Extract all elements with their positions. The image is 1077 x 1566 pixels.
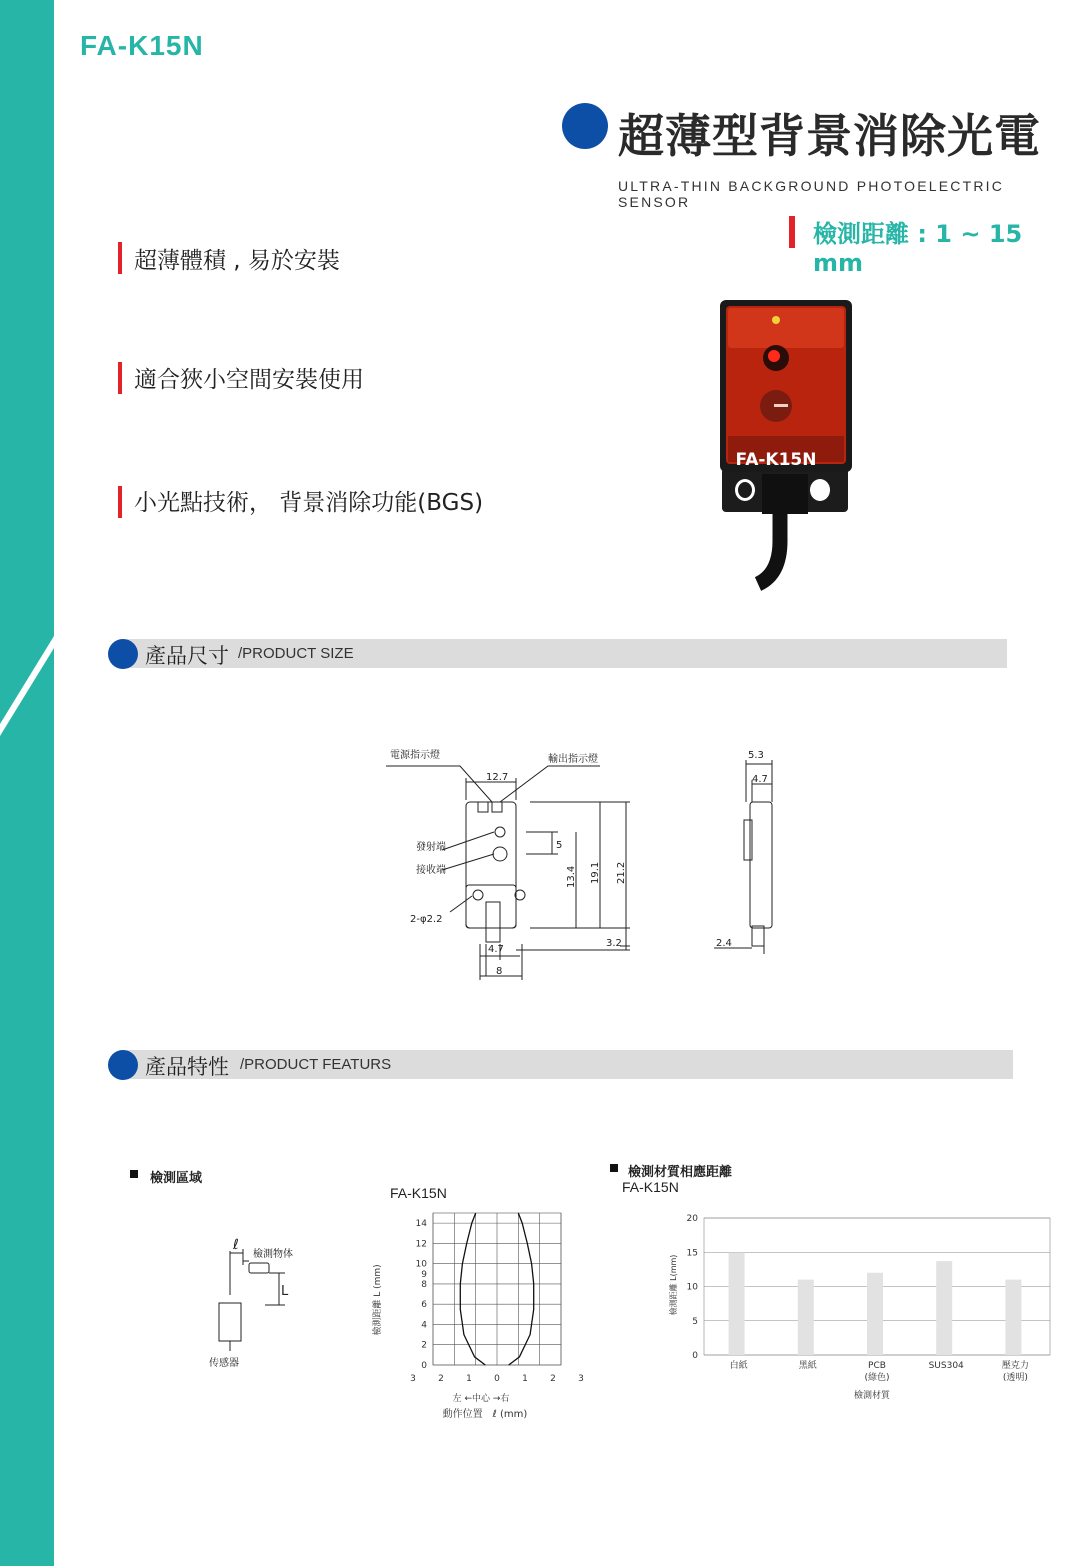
chart2-y-label: 檢測距離 L(mm): [669, 1254, 678, 1316]
label-emitter: 發射端: [416, 842, 446, 853]
dim-4: 4.7: [488, 944, 504, 955]
dim-side-total: 5.3: [748, 750, 764, 761]
dim-side-cable: 2.4: [716, 938, 732, 949]
chart1-direction: 左 ←中心 →右: [452, 1394, 510, 1404]
chart1-x-tick: 2: [550, 1374, 556, 1384]
chart2-bar: [729, 1252, 745, 1355]
chart2-y-tick: 0: [692, 1351, 698, 1361]
chart2-y-tick: 15: [686, 1248, 698, 1259]
chart2-y-tick: 5: [692, 1316, 698, 1327]
chart2-x-tick: PCB: [868, 1361, 886, 1371]
feature-item: 小光點技術， 背景消除功能(BGS): [134, 490, 484, 516]
heading-square: [130, 1170, 138, 1178]
model-heading: FA-K15N: [80, 30, 204, 61]
chart2-x-tick: (透明): [1002, 1373, 1028, 1383]
chart1-y-tick: 10: [415, 1259, 427, 1270]
chart1-x-tick: 3: [410, 1374, 416, 1384]
chart2-x-tick: 白紙: [729, 1361, 748, 1371]
chart2-y-tick: 10: [686, 1282, 698, 1293]
material-distance-chart: [660, 1210, 1060, 1410]
sensor-label: 传感器: [209, 1358, 239, 1369]
chart1-y-tick: 0: [421, 1361, 427, 1371]
detection-area-chart: [365, 1205, 584, 1425]
chart1-x-tick: 3: [578, 1374, 584, 1384]
section-dot: [108, 1050, 138, 1080]
chart1-y-label: 檢測距離 L (mm): [373, 1264, 383, 1336]
chart1-y-tick: 14: [415, 1219, 427, 1230]
feature-marker: [118, 362, 122, 394]
chart1-y-tick: 12: [415, 1239, 427, 1250]
chart1-x-tick: 1: [466, 1374, 472, 1384]
material-heading: 檢測材質相應距離: [628, 1165, 733, 1180]
page-subtitle: ULTRA-THIN BACKGROUND PHOTOELECTRIC SENSOR: [618, 178, 1005, 210]
chart1-y-tick: 4: [421, 1320, 427, 1331]
section-dot: [108, 639, 138, 669]
dim-3: 3.2: [606, 938, 622, 949]
chart1-y-tick: 8: [421, 1279, 427, 1290]
chart1-y-tick: 2: [421, 1340, 427, 1351]
detection-area-diagram: [205, 1235, 315, 1370]
L-label: L: [281, 1284, 289, 1299]
section-subtitle-size: /PRODUCT SIZE: [238, 645, 354, 662]
chart1-series-line: [509, 1213, 534, 1365]
ell-label: ℓ: [233, 1237, 239, 1253]
detection-area-heading: 檢測區域: [150, 1171, 203, 1186]
chart2-model: FA-K15N: [622, 1179, 679, 1195]
detection-range: 檢測距離 : 1 ~ 15 mm: [813, 220, 1023, 277]
chart1-x-tick: 1: [522, 1374, 528, 1384]
label-holes: 2-φ2.2: [410, 914, 443, 925]
dim-19: 19.1: [590, 861, 601, 884]
chart2-bar: [936, 1261, 952, 1355]
range-marker: [789, 216, 795, 248]
product-label-text: FA-K15N: [735, 450, 817, 470]
chart1-model: FA-K15N: [390, 1185, 447, 1201]
chart1-series-line: [460, 1213, 485, 1365]
heading-square: [610, 1164, 618, 1172]
label-receiver: 接收端: [416, 865, 446, 876]
chart1-x-label: 動作位置 ℓ (mm): [442, 1409, 528, 1420]
chart2-x-tick: (綠色): [864, 1373, 890, 1383]
dim-21: 21.2: [616, 861, 627, 884]
chart2-x-label: 檢測材質: [853, 1391, 891, 1401]
chart2-x-tick: 壓克力: [1001, 1361, 1029, 1371]
chart2-bar: [798, 1280, 814, 1355]
dim-8: 8: [496, 966, 503, 977]
title-dot: [562, 103, 608, 149]
chart1-x-tick: 0: [494, 1374, 500, 1384]
dim-side-body: 4.7: [752, 774, 768, 785]
chart1-y-tick: 6: [421, 1300, 427, 1311]
dim-5: 5: [556, 840, 563, 851]
page-title: 超薄型背景消除光電: [618, 109, 1041, 163]
chart2-bar: [867, 1273, 883, 1355]
chart2-x-tick: 黑紙: [798, 1361, 817, 1371]
label-power-led: 電源指示燈: [390, 750, 440, 761]
chart2-x-tick: SUS304: [928, 1361, 964, 1371]
feature-item: 超薄體積 , 易於安裝: [134, 248, 340, 274]
feature-item: 適合狹小空間安裝使用: [134, 367, 364, 393]
dim-13: 13.4: [566, 865, 577, 888]
feature-marker: [118, 242, 122, 274]
label-output-led: 輸出指示燈: [548, 754, 598, 765]
section-title-size: 產品尺寸: [145, 644, 229, 668]
dimension-drawing: [380, 740, 800, 990]
chart2-bar: [1005, 1280, 1021, 1355]
section-subtitle-features: /PRODUCT FEATURS: [240, 1056, 392, 1073]
object-label: 檢測物体: [253, 1249, 293, 1260]
dim-width: 12.7: [486, 772, 509, 783]
chart2-y-tick: 20: [686, 1214, 698, 1224]
side-band: [0, 0, 54, 1566]
feature-marker: [118, 486, 122, 518]
product-image: [718, 296, 858, 586]
section-title-features: 產品特性: [145, 1055, 229, 1079]
chart1-x-tick: 2: [438, 1374, 444, 1384]
chart1-y-tick: 9: [421, 1269, 427, 1280]
